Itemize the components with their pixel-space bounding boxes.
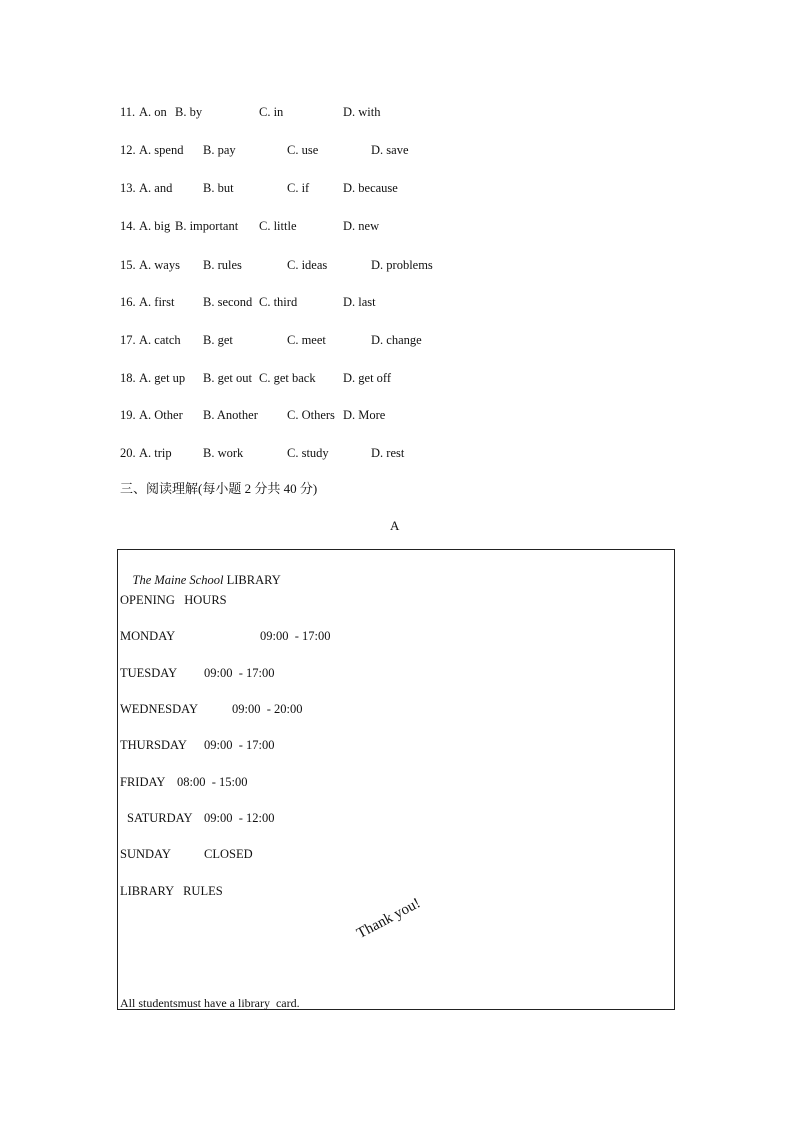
- option-a: A. catch: [139, 333, 181, 347]
- option-c: C. meet: [287, 333, 326, 347]
- option-a: A. spend: [139, 143, 184, 157]
- option-c: C. in: [259, 105, 284, 119]
- day-label: THURSDAY: [120, 738, 187, 752]
- option-c: C. use: [287, 143, 319, 157]
- day-label: WEDNESDAY: [120, 702, 199, 716]
- option-a: A. big: [139, 219, 171, 233]
- question-15: [120, 256, 720, 274]
- question-number: 15.: [120, 258, 136, 272]
- question-number: 11.: [120, 105, 136, 119]
- question-16: [120, 293, 720, 311]
- time-value: 09:00 - 17:00: [260, 629, 331, 643]
- option-b: B. work: [203, 446, 244, 460]
- question-11: [120, 103, 720, 121]
- time-value: 09:00 - 20:00: [232, 702, 303, 716]
- school-name: The Maine School: [132, 573, 224, 587]
- option-d: D. More: [343, 408, 386, 422]
- option-d: D. new: [343, 219, 380, 233]
- question-number: 18.: [120, 371, 136, 385]
- time-value: 09:00 - 17:00: [204, 666, 275, 680]
- day-label: SUNDAY: [120, 847, 171, 861]
- option-b: B. Another: [203, 408, 258, 422]
- section-title: 三、阅读理解(每小题 2 分共 40 分): [120, 481, 318, 496]
- option-a: A. on: [139, 105, 167, 119]
- option-b: B. get: [203, 333, 233, 347]
- option-c: C. get back: [259, 371, 316, 385]
- option-d: D. because: [343, 181, 398, 195]
- day-label: SATURDAY: [127, 811, 193, 825]
- library-card-rule: All studentsmust have a library card.: [120, 996, 300, 1010]
- option-c: C. little: [259, 219, 297, 233]
- time-value: CLOSED: [204, 847, 253, 861]
- option-d: D. with: [343, 105, 381, 119]
- option-d: D. rest: [371, 446, 405, 460]
- question-number: 19.: [120, 408, 136, 422]
- library-word: LIBRARY: [223, 573, 281, 587]
- option-c: C. study: [287, 446, 329, 460]
- option-a: A. trip: [139, 446, 172, 460]
- option-a: A. Other: [139, 408, 183, 422]
- option-d: D. save: [371, 143, 409, 157]
- option-d: D. get off: [343, 371, 392, 385]
- library-rules-heading: LIBRARY RULES: [120, 884, 223, 898]
- time-value: 09:00 - 12:00: [204, 811, 275, 825]
- day-label: TUESDAY: [120, 666, 178, 680]
- question-17: [120, 331, 720, 349]
- option-c: C. third: [259, 295, 298, 309]
- passage-label: A: [390, 518, 400, 533]
- option-a: A. first: [139, 295, 175, 309]
- option-d: D. change: [371, 333, 422, 347]
- question-number: 13.: [120, 181, 136, 195]
- option-a: A. and: [139, 181, 173, 195]
- question-12: [120, 141, 720, 159]
- option-a: A. get up: [139, 371, 186, 385]
- question-number: 12.: [120, 143, 136, 157]
- option-a: A. ways: [139, 258, 180, 272]
- question-number: 14.: [120, 219, 136, 233]
- option-c: C. Others: [287, 408, 335, 422]
- option-b: B. get out: [203, 371, 252, 385]
- option-b: B. second: [203, 295, 253, 309]
- option-b: B. by: [175, 105, 203, 119]
- option-b: B. pay: [203, 143, 236, 157]
- option-b: B. important: [175, 219, 239, 233]
- question-number: 20.: [120, 446, 136, 460]
- thank-you-stamp: Thank you!: [354, 895, 424, 943]
- option-b: B. rules: [203, 258, 242, 272]
- option-c: C. if: [287, 181, 310, 195]
- question-19: [120, 406, 720, 424]
- option-c: C. ideas: [287, 258, 328, 272]
- option-d: D. last: [343, 295, 376, 309]
- library-notice: [117, 549, 675, 1010]
- hours-row-sunday: [120, 846, 520, 910]
- time-value: 08:00 - 15:00: [177, 775, 248, 789]
- day-label: MONDAY: [120, 629, 176, 643]
- question-13: [120, 179, 720, 197]
- opening-hours-heading: OPENING HOURS: [120, 593, 227, 607]
- question-number: 17.: [120, 333, 136, 347]
- day-label: FRIDAY: [120, 775, 166, 789]
- question-20: [120, 444, 720, 462]
- question-18: [120, 369, 720, 387]
- option-d: D. problems: [371, 258, 433, 272]
- question-number: 16.: [120, 295, 136, 309]
- question-14: [120, 217, 720, 235]
- time-value: 09:00 - 17:00: [204, 738, 275, 752]
- option-b: B. but: [203, 181, 234, 195]
